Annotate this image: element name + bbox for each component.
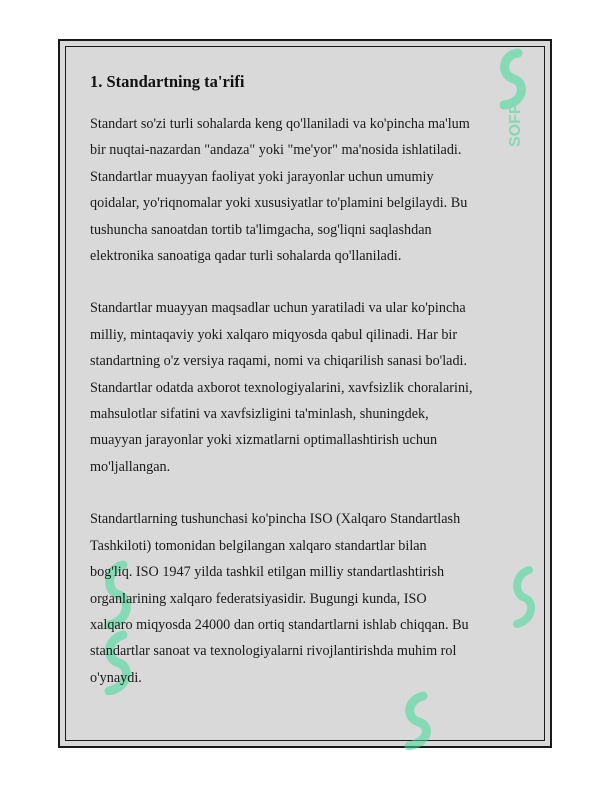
section-heading: 1. Standartning ta'rifi [90,72,245,91]
document-body [90,70,530,717]
paragraph-2: Standartlar muayyan maqsadlar uchun yaratiladi va ular ko'pincha milliy, mintaqaviy yoki xalqaro miqyosda qabul qilinadi. Har bir standartning o'z versiya raqami, nomi va chiqarilish sanasi bo'ladi. Standartlar odatda axborot texnologiyalarini, xavfsizlik choralarini, mahsulotlar sifatini va xavfsizligini ta'minlash, shuningdek, muayyan jarayonlar yoki xizmatlarni optimallashtirish uchun mo'ljallangan. [90,300,473,475]
paragraph-3: Standartlarning tushunchasi ko'pincha ISO (Xalqaro Standartlash Tashkiloti) tomonidan belgilangan xalqaro standartlar bilan bog'liq. ISO 1947 yilda tashkil etilgan milliy standartlashtirish organlarining xalqaro federatsiyasidir. Bugungi kunda, ISO xalqaro miqyosda 24000 dan ortiq standartlarni ishlab chiqqan. Bu standartlar sanoat va texnologiyalarni rivojlantirishda muhim rol o'ynaydi. [90,511,469,686]
paragraph-1: Standart so'zi turli sohalarda keng qo'llaniladi va ko'pincha ma'lum bir nuqtai-nazardan "andaza" yoki "me'yor" ma'nosida ishlatiladi. Standartlar muayyan faoliyat yoki jarayonlar uchun umumiy qoidalar, yo'riqnomalar yoki xususiyatlar to'plamini belgilaydi. Bu tushuncha sanoatdan tortib ta'limgacha, sog'liqni saqlashdan elektronika sanoatiga qadar turli sohalarda qo'llaniladi. [90,116,470,265]
watermark-text: SOFF [507,104,524,147]
